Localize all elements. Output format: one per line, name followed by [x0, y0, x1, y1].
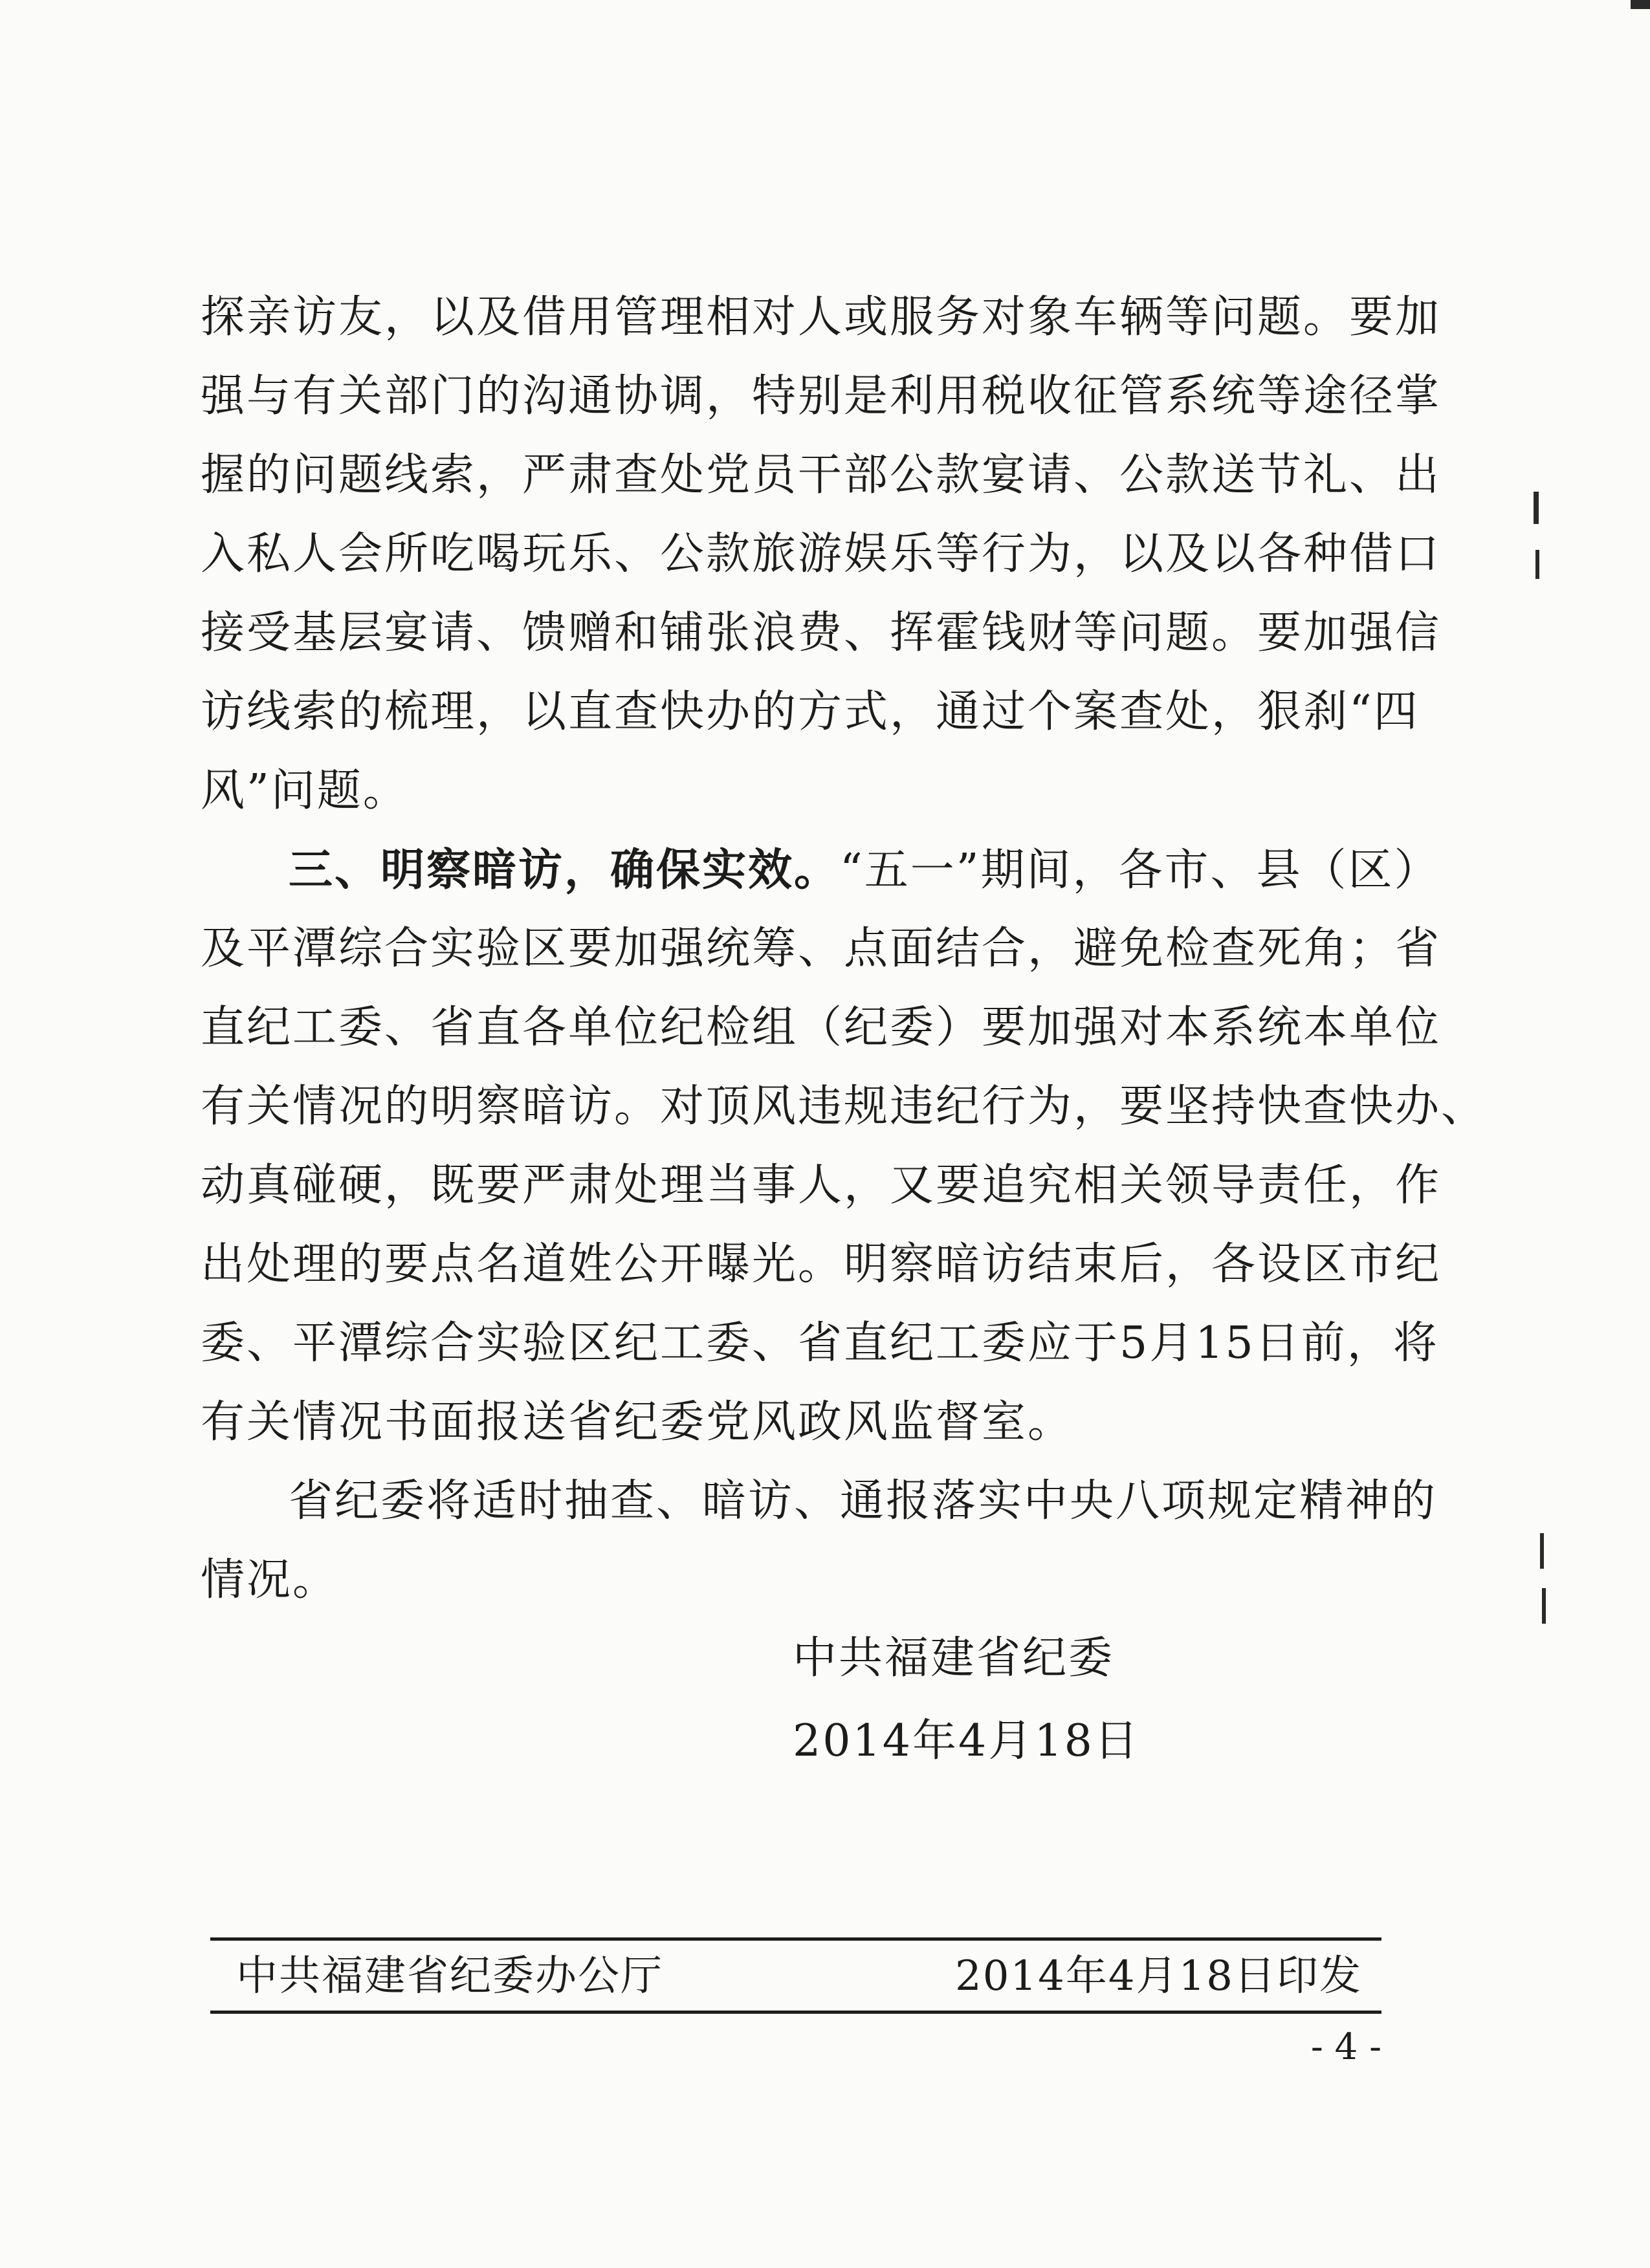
- body-line: 情况。: [201, 1554, 339, 1606]
- body-line: 入私人会所吃喝玩乐、公款旅游娱乐等行为，以及以各种借口: [201, 529, 1442, 580]
- body-line: 访线索的梳理，以直查快办的方式，通过个案查处，狠刹“四: [201, 686, 1420, 737]
- body-line: 探亲访友，以及借用管理相对人或服务对象车辆等问题。要加: [201, 292, 1442, 343]
- body-line: 风”问题。: [201, 765, 409, 816]
- footer-print-date: 2014年4月18日印发: [954, 1952, 1362, 2000]
- body-line: 直纪工委、省直各单位纪检组（纪委）要加强对本系统本单位: [201, 1002, 1442, 1053]
- body-text-span: “五一”期间，各市、县（区）: [840, 845, 1440, 896]
- body-line: 握的问题线索，严肃查处党员干部公款宴请、公款送节礼、出: [201, 450, 1442, 501]
- body-line: 动真碰硬，既要严肃处理当事人，又要追究相关领导责任，作: [201, 1160, 1442, 1211]
- body-line: 强与有关部门的沟通协调，特别是利用税收征管系统等途径掌: [201, 371, 1442, 422]
- body-line: 委、平潭综合实验区纪工委、省直纪工委应于5月15日前，将: [201, 1318, 1439, 1369]
- binding-mark: [1535, 550, 1539, 579]
- body-line: 有关情况的明察暗访。对顶风违规违纪行为，要坚持快查快办、: [201, 1081, 1488, 1132]
- document-body: [201, 278, 1488, 1620]
- page-number: - 4 -: [1310, 2026, 1381, 2068]
- signature-block: [793, 1617, 1375, 1783]
- issuer-name: 中共福建省纪委: [793, 1633, 1115, 1684]
- binding-mark: [1540, 1533, 1544, 1569]
- body-line: 有关情况书面报送省纪委党风政风监督室。: [201, 1397, 1074, 1448]
- body-line: 省纪委将适时抽查、暗访、通报落实中央八项规定精神的: [289, 1476, 1438, 1527]
- body-line: 接受基层宴请、馈赠和铺张浪费、挥霍钱财等问题。要加强信: [201, 607, 1442, 659]
- section-three-first-line: [201, 831, 1440, 910]
- body-line: 出处理的要点名道姓公开曝光。明察暗访结束后，各设区市纪: [201, 1239, 1442, 1290]
- footer-imprint: [236, 1941, 1362, 2012]
- footer-office: 中共福建省纪委办公厅: [236, 1952, 663, 2000]
- section-heading: 三、明察暗访，确保实效。: [289, 844, 841, 896]
- binding-mark: [1542, 1588, 1546, 1624]
- scan-edge-mark: [1631, 0, 1650, 9]
- issue-date: 2014年4月18日: [793, 1716, 1140, 1767]
- footer-bottom-rule: [210, 2011, 1381, 2014]
- body-line: 及平潭综合实验区要加强统筹、点面结合，避免检查死角；省: [201, 923, 1442, 974]
- binding-mark: [1534, 492, 1539, 524]
